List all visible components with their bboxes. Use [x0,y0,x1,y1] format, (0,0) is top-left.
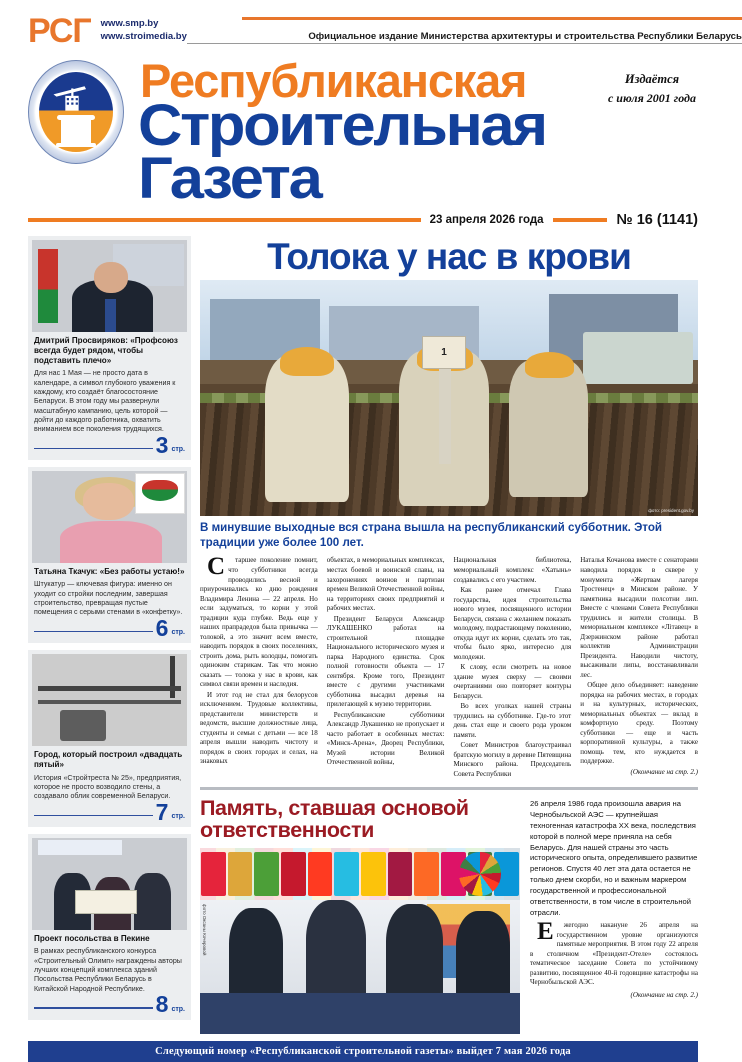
lead-column-3 [454,556,572,780]
column-icon [61,115,91,147]
site-link-stroimedia[interactable]: www.stroimedia.by [100,30,187,42]
issue-number: № 16 (1141) [616,211,698,228]
paragraph: Республиканские субботники Александр Лукашенко не пропускает и часто работает в особенных местах: «Минск-Арена», Дворец Республики, Музей истории Великой Отечественной войны, [326,710,445,767]
page-content [0,228,726,1034]
next-issue-banner: Следующий номер «Республиканской строительной газеты» выйдет 7 мая 2026 года [28,1041,698,1062]
lead-headline: Толока у нас в крови [267,235,631,277]
sidebar-title: Дмитрий Просвиряков: «Профсоюз всегда будет рядом, чтобы подставить плечо» [34,335,178,366]
grey-divider-top [187,43,742,44]
sign-marker: 1 [422,336,467,369]
masthead-title-line1: Республиканская [140,54,527,107]
lead-photo [200,280,698,516]
main-area [200,236,698,1034]
published-since-line1: Издаётся [624,72,680,86]
sidebar [28,236,191,1034]
continuation-note[interactable]: (Окончание на стр. 2.) [630,990,698,999]
orange-rule-left [28,218,421,222]
sidebar-photo-stroytrest [32,654,187,746]
paragraph: К слову, если смотреть на новое здание музея сверху — своими очертаниями оно повторяет контуры Беларуси. [453,663,572,700]
sidebar-page-ref[interactable] [32,798,187,825]
photo-credit: фото Оксаны Кочеровой [202,903,207,956]
sdg-wheel-icon [459,852,501,897]
paragraph: Наталья Кочанова вместе с сенаторами наводила порядок в сквере у монумента «Жертвам лагеря Тростенец» в Минском районе. У памятника высадили полсотни лип. Вместе с членами Совета Республики трудились и жители столицы. В мемориальном комплексе «Літавец» в Дзержинском районе работал коллектив Администрации Президента. Наводили чистоту, высаживали липы, восстанавливали лес. [580,556,698,679]
official-line-block [187,14,742,44]
sidebar-page-number: 7 [155,798,169,825]
orange-rule-right [553,218,607,222]
website-links [101,14,187,44]
official-publication-line: Официальное издание Министерства архитектуры и строительства Республики Беларусь [308,30,742,42]
secondary-article [200,797,698,1034]
sidebar-page-number: 6 [155,614,169,641]
sidebar-photo-prosviryakov [32,240,187,332]
crane-icon [52,82,96,116]
rsg-logo-text: РСГ [28,12,91,50]
lead-column-4 [580,556,698,780]
sidebar-text: История «Стройтреста № 25», предприятия, которое не просто возводило стены, а создавало облик современной Беларуси. [34,773,182,801]
sidebar-page-label: стр. [171,629,185,637]
photo-credit: фото: president.gov.by [648,507,694,513]
paragraph: И этот год не стал для белорусов исключением. Трудовые коллективы, представители министерств и ведомств, высшие должностные лица, студенты и семьи с детьми — все 18 апреля вышли наводить чистоту и порядок в своих городах и селах, на знаковых [200,690,318,766]
sidebar-page-label: стр. [171,1005,185,1013]
sidebar-text: Для нас 1 Мая — не просто дата в календаре, а символ глубокого уважения к каждому, кто создаёт благосостояние Беларуси. В этом году мы развернули масштабную кампанию, цель которой — дойти до каждого работника, охватить вниманием все поколения трудящихся. [34,369,176,434]
paragraph: объектах, в мемориальных комплексах, местах боевой и воинской славы, на захоронениях воинов и партизан времен Великой Отечественной войны, на территориях своих предприятий и рабочих местах. [326,556,445,613]
secondary-headline: Память, ставшая основой ответственности [200,795,469,843]
sidebar-item-prosviryakov[interactable] [28,236,191,460]
paragraph: Президент Беларуси Александр ЛУКАШЕНКО работал на строительной площадке Национального исторического музея и парка Народного единства. Срок полной готовности объекта — 17 сентября. Кроме того, Президент вместе с другими участниками субботника высадил деревья на прилегающей к музею территории. [326,614,445,709]
masthead-title-line2: Строительная Газета [138,93,546,212]
published-since-line2: с июля 2001 года [607,90,696,105]
sidebar-item-embassy-beijing[interactable] [28,834,191,1019]
sidebar-page-label: стр. [171,813,185,821]
women-forum-badge-icon [135,473,185,513]
secondary-right [530,797,698,1034]
paragraph: Во всех уголках нашей страны трудились на субботнике. Где-то этот день стал еще и своего рода уроком памяти. [453,702,572,739]
paragraph: Совет Министров благоустраивал братскую могилу в деревне Пятевщина Минского района. Председатель Совета Республики [453,741,572,778]
sidebar-page-ref[interactable] [32,614,187,641]
lead-column-1 [200,553,318,780]
masthead [0,54,726,212]
secondary-body: Ежегодно накануне 26 апреля на государственном уровне организуются памятные мероприятия. В этом году 22 апреля в столичном «Президент-Отеле» состоялось тематическое заседание Совета по устойчивому развитию, посвященное 40-й годовщине катастрофы на Чернобыльской АЭС. [530,917,698,987]
published-since [608,70,696,107]
sidebar-page-label: стр. [171,446,185,454]
lead-caption: В минувшие выходные вся страна вышла на республиканский субботник. Этой традиции уже более 100 лет. [200,520,663,549]
paragraph: Старшее поколение помнит, что субботники всегда проводились весной и приурочивались ко дню рождения Владимира Ленина — 22 апреля. Но если задуматься, то корни у этой традиции куда глубже. Ведь еще у наших прапрадедов была привычка — толокой, а это значит всем вместе, наводить порядок в своих поселениях, строить дома, рыть колодцы, помогать одиноким старикам. Так что можно сказать — толока у нас в крови, как символ связи времен и наследия. [200,553,318,689]
sidebar-page-number: 3 [155,431,169,458]
top-bar [0,0,742,56]
sidebar-text: Штукатур — ключевая фигура: именно он уходит со стройки последним, завершая строительство, превращая пустые помещения с серыми стенами в «конфетку». [34,580,183,617]
lead-column-2 [327,556,445,780]
section-divider [200,787,698,790]
sidebar-item-tkachuk[interactable] [28,467,191,643]
sidebar-page-number: 8 [155,991,169,1018]
ministry-emblem-icon [28,60,124,164]
sidebar-photo-embassy [32,838,187,930]
secondary-left [200,797,520,1034]
orange-divider-top [242,17,742,20]
secondary-photo [200,848,520,1034]
secondary-intro: 26 апреля 1986 года произошла авария на Чернобыльской АЭС — крупнейшая техногенная катастрофа XX века, последствия которой в полной мере приняла на себя Беларусь. Для нашей страны это часть исторического опыта, определившего развитие регионов. Спустя 40 лет эта дата остается не только днем скорби, но и важным маркером государственной и профессиональной ответственности, в том числе в строительной отрасли. [530,798,698,918]
sidebar-item-stroytrest25[interactable] [28,650,191,827]
sidebar-page-ref[interactable] [32,431,187,458]
issue-date: 23 апреля 2026 года [429,213,544,226]
sidebar-text: В рамках республиканского конкурса «Строительный Олимп» награждены авторы лучших концепций комплекса зданий Посольства Республики Беларусь в Китайской Народной Республике. [34,947,182,993]
paragraph: Общее дело объединяет: наведение порядка на рабочих местах, в городах и на культурных, исторических, мемориальных объектах — вклад в комфортную среду. Поэтому субботники — еще и часть корпоративной культуры, а также помощь тем, кто нуждается в поддержке. [580,681,698,766]
continuation-note[interactable]: (Окончание на стр. 2.) [630,767,698,776]
paragraph: Как ранее отмечал Глава государства, идея строительства нового музея, посвященного истории Беларуси, связана с желанием показать молодому, подрастающему поколению, откуда идут их корни, сделать это так, чтобы было ярко, интересно для молодежи. [453,586,572,661]
lead-columns [200,553,698,780]
sidebar-title: Проект посольства в Пекине [34,934,150,944]
sidebar-page-ref[interactable] [32,991,187,1018]
paragraph: Национальная библиотека, мемориальный комплекс «Хатынь» создавались с его участием. [453,556,572,584]
site-link-smp[interactable]: www.smp.by [100,18,159,29]
sidebar-photo-tkachuk [32,471,187,563]
issue-bar [0,206,726,228]
sidebar-title: Татьяна Ткачук: «Без работы устаю!» [34,567,185,577]
sidebar-title: Город, который построил «двадцать пятый» [34,750,183,770]
rsg-logo [28,12,91,50]
